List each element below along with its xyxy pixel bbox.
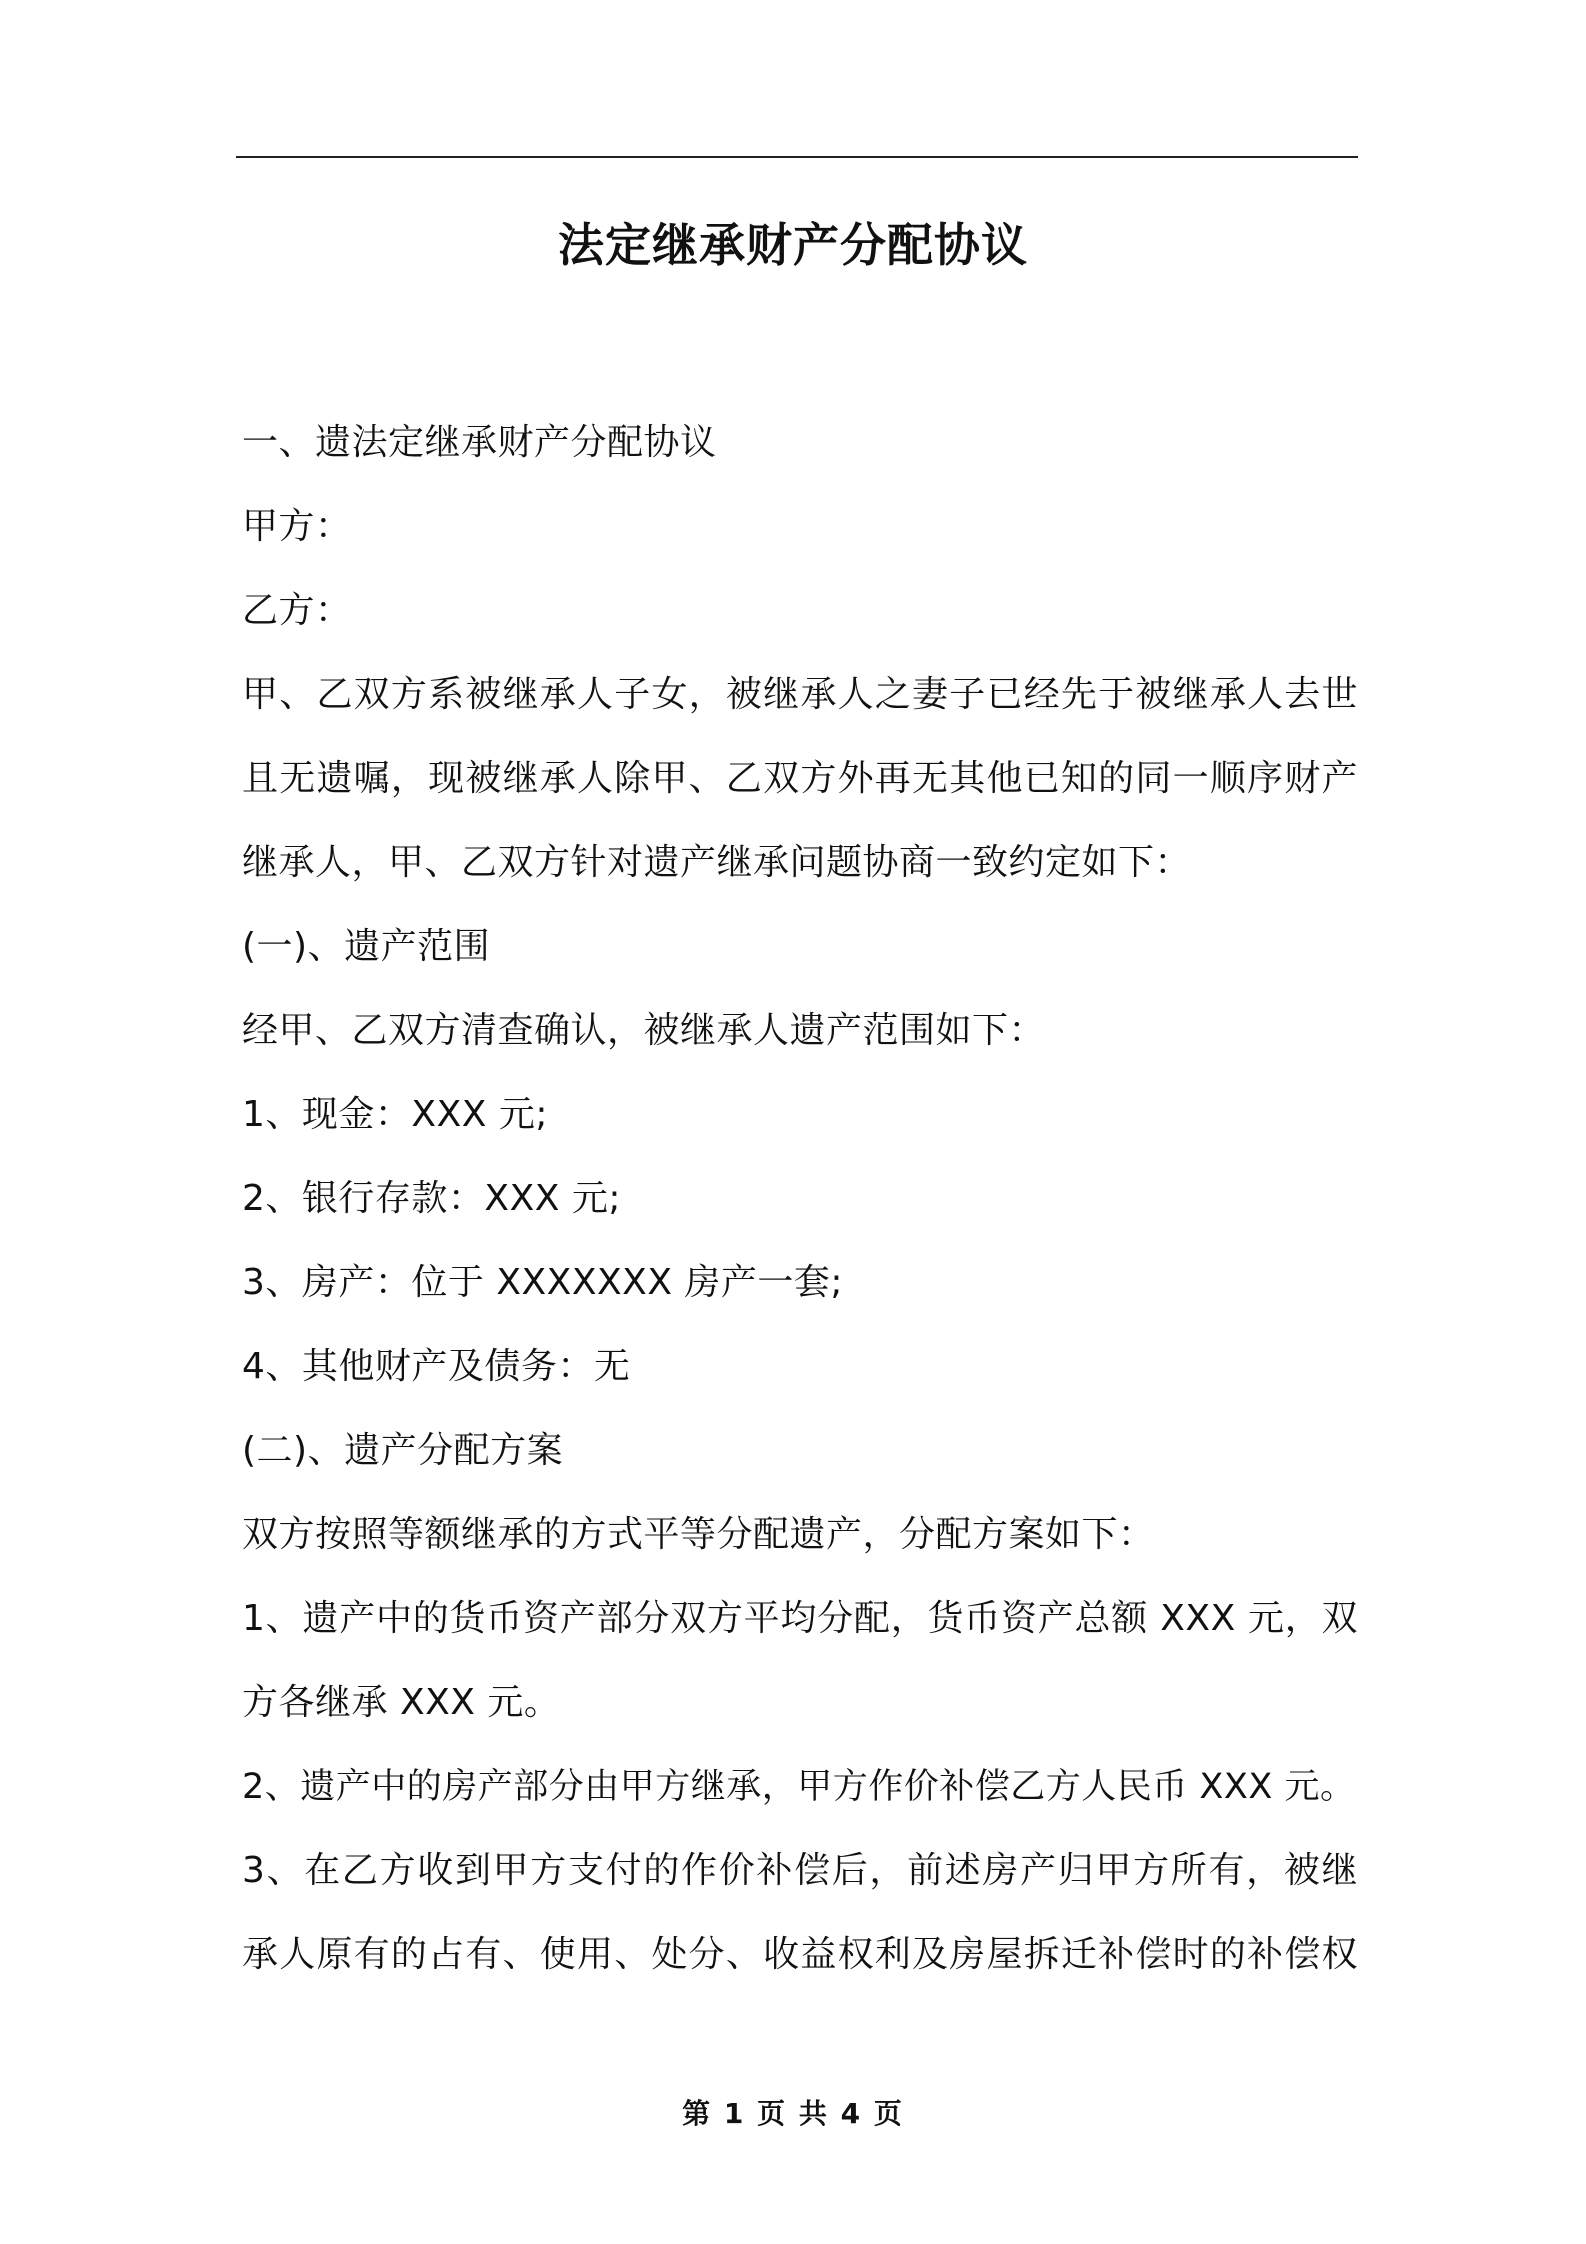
paragraph-line: 双方按照等额继承的方式平等分配遗产，分配方案如下： bbox=[242, 1514, 1155, 1555]
section-heading: 一、遗法定继承财产分配协议 bbox=[242, 422, 717, 463]
paragraph-line: 经甲、乙双方清查确认，被继承人遗产范围如下： bbox=[242, 1010, 1046, 1051]
list-item: 1、现金：XXX 元; bbox=[242, 1094, 548, 1135]
page-number: 第 1 页 共 4 页 bbox=[682, 2097, 904, 2130]
paragraph-line: 且无遗嘱，现被继承人除甲、乙双方外再无其他已知的同一顺序财产 bbox=[242, 758, 1358, 799]
list-item: 1、遗产中的货币资产部分双方平均分配，货币资产总额 XXX 元，双 bbox=[242, 1598, 1358, 1639]
party-b-label: 乙方： bbox=[242, 590, 352, 631]
list-item: 3、在乙方收到甲方支付的作价补偿后，前述房产归甲方所有，被继 bbox=[242, 1850, 1358, 1891]
document-body bbox=[242, 401, 1358, 1997]
paragraph-line: 方各继承 XXX 元。 bbox=[242, 1682, 561, 1723]
list-item: 2、遗产中的房产部分由甲方继承，甲方作价补偿乙方人民币 XXX 元。 bbox=[242, 1767, 1356, 1807]
party-a-label: 甲方： bbox=[242, 506, 352, 547]
paragraph-line: 甲、乙双方系被继承人子女，被继承人之妻子已经先于被继承人去世 bbox=[242, 674, 1358, 715]
list-item: 3、房产：位于 XXXXXXX 房产一套; bbox=[242, 1262, 844, 1303]
header-rule bbox=[236, 156, 1358, 158]
paragraph-line: 继承人，甲、乙双方针对遗产继承问题协商一致约定如下： bbox=[242, 842, 1192, 883]
subsection-heading: (一)、遗产范围 bbox=[242, 926, 491, 967]
document-title: 法定继承财产分配协议 bbox=[558, 218, 1028, 272]
list-item: 4、其他财产及债务：无 bbox=[242, 1346, 631, 1387]
list-item: 2、银行存款：XXX 元; bbox=[242, 1178, 621, 1219]
subsection-heading: (二)、遗产分配方案 bbox=[242, 1430, 564, 1471]
paragraph-line: 承人原有的占有、使用、处分、收益权利及房屋拆迁补偿时的补偿权 bbox=[242, 1934, 1358, 1975]
